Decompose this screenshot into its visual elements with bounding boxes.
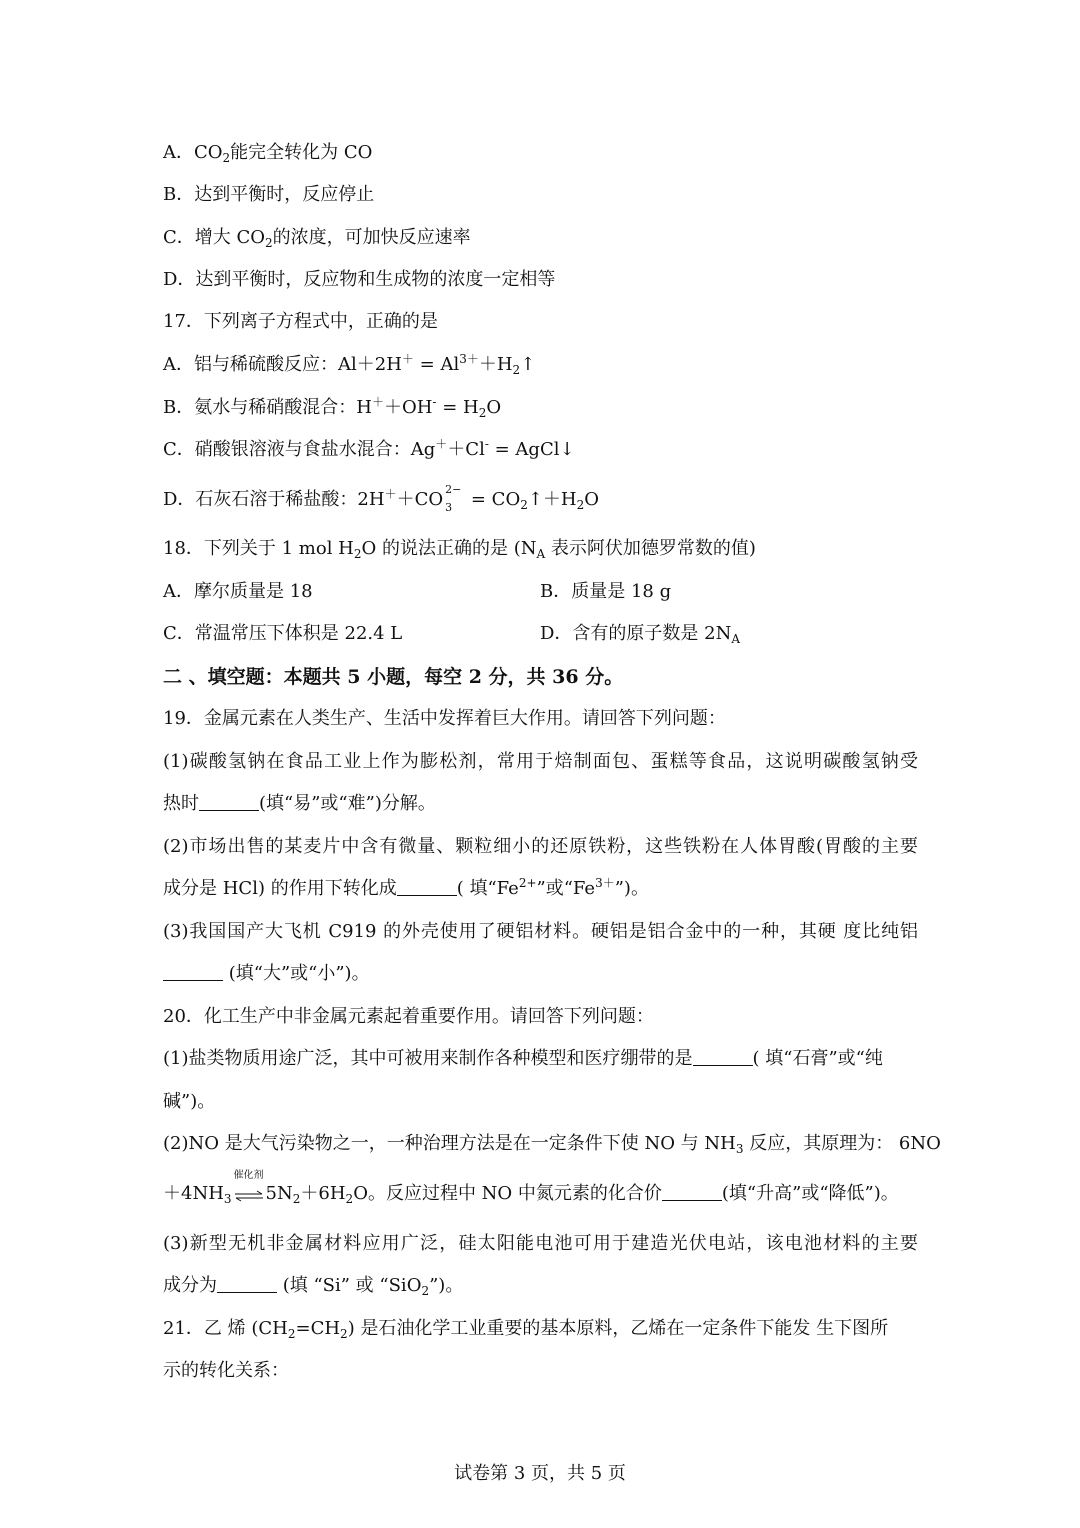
q20-part1-line2: 碱”)。	[163, 1091, 216, 1112]
q17-option-c: C．硝酸银溶液与食盐水混合：Ag＋＋Cl- = AgCl↓	[163, 437, 575, 460]
q18-option-b: B．质量是 18 g	[540, 581, 672, 602]
answer-blank[interactable]	[199, 794, 259, 811]
q20-stem: 20．化工生产中非金属元素起着重要作用。请回答下列问题：	[163, 1006, 654, 1027]
answer-blank[interactable]	[662, 1184, 722, 1201]
q16-option-a: A．$CO_2$能完全转化为 CO	[163, 142, 373, 165]
q18-stem: 18．下列关于 1 mol $H_2O$ 的说法正确的是 ($N_A$ 表示阿伏加德罗常数的值)	[163, 538, 756, 561]
q19-part2-line2: 成分是 HCl) 的作用下转化成 ( 填“$Fe^{2+}$”或“$Fe^{3+}$”)。	[163, 876, 649, 899]
q17-option-a: A．铝与稀硫酸反应：$Al+2H^+ = Al^{3+}+H_2↑$	[163, 352, 536, 377]
q16-option-d: D．达到平衡时，反应物和生成物的浓度一定相等	[163, 269, 556, 290]
catalyst-equilibrium-arrow: 催化剂	[232, 1182, 266, 1206]
equilibrium-arrow-icon	[234, 1190, 264, 1202]
q16-option-b: B．达到平衡时，反应停止	[163, 184, 375, 205]
q17-stem: 17．下列离子方程式中，正确的是	[163, 311, 438, 332]
q18-option-c: C．常温常压下体积是 22.4 L	[163, 623, 403, 644]
q19-part3-line1: (3)我国国产大飞机 C919 的外壳使用了硬铝材料。硬铝是铝合金中的一种，其硬 度比纯铝	[163, 921, 918, 942]
section-heading: 二 、填空题：本题共 5 小题，每空 2 分，共 36 分。	[163, 666, 624, 688]
answer-blank[interactable]	[217, 1276, 277, 1293]
q20-part2-line2: $+4NH_3$ 催化剂 $5N_2+6H_2O$。反应过程中 NO 中氮元素的化合价 (填“升高”或“降低”)。	[163, 1170, 899, 1206]
q17-option-b: B．氨水与稀硝酸混合：$H^++OH^- = H_2O$	[163, 395, 502, 420]
q21-line1: 21．乙 烯 $(CH_2=CH_2)$ 是石油化学工业重要的基本原料，乙烯在一定条件下能发 生下图所	[163, 1318, 889, 1341]
q19-stem: 19．金属元素在人类生产、生活中发挥着巨大作用。请回答下列问题：	[163, 708, 726, 729]
answer-blank[interactable]	[163, 964, 223, 981]
q17-option-d: D．石灰石溶于稀盐酸：2H＋＋CO 2− 3 = $CO_2↑+H_2O$	[163, 483, 600, 514]
q19-part2-line1: (2)市场出售的某麦片中含有微量、颗粒细小的还原铁粉，这些铁粉在人体胃酸(胃酸的主要	[163, 836, 918, 857]
q20-part3-line1: (3)新型无机非金属材料应用广泛，硅太阳能电池可用于建造光伏电站，该电池材料的主要	[163, 1233, 918, 1254]
q20-part1-line1: (1)盐类物质用途广泛，其中可被用来制作各种模型和医疗绷带的是 ( 填“石膏”或“纯	[163, 1048, 883, 1069]
q16-option-c: C．增大 $CO_2$的浓度，可加快反应速率	[163, 227, 471, 250]
carbonate-charge: 2− 3	[445, 483, 462, 514]
q21-line2: 示的转化关系：	[163, 1360, 289, 1381]
q19-part1-line2: 热时 (填“易”或“难”)分解。	[163, 793, 436, 814]
q20-part2-line1: (2)NO 是大气污染物之一，一种治理方法是在一定条件下使 NO 与 $NH_3$ 反应，其原理为： 6NO	[163, 1133, 941, 1156]
answer-blank[interactable]	[693, 1049, 753, 1066]
page-footer: 试卷第 3 页，共 5 页	[454, 1463, 626, 1484]
q19-part1-line1: (1)碳酸氢钠在食品工业上作为膨松剂，常用于焙制面包、蛋糕等食品，这说明碳酸氢钠受	[163, 751, 918, 772]
answer-blank[interactable]	[397, 879, 457, 896]
q20-part3-line2: 成分为 (填 “Si” 或 “SiO$_2$”)。	[163, 1275, 464, 1298]
q18-option-d: D．含有的原子数是 $2N_A$	[540, 623, 741, 646]
q18-option-a: A．摩尔质量是 18	[163, 581, 313, 602]
q19-part3-line2: (填“大”或“小”)。	[163, 962, 370, 986]
